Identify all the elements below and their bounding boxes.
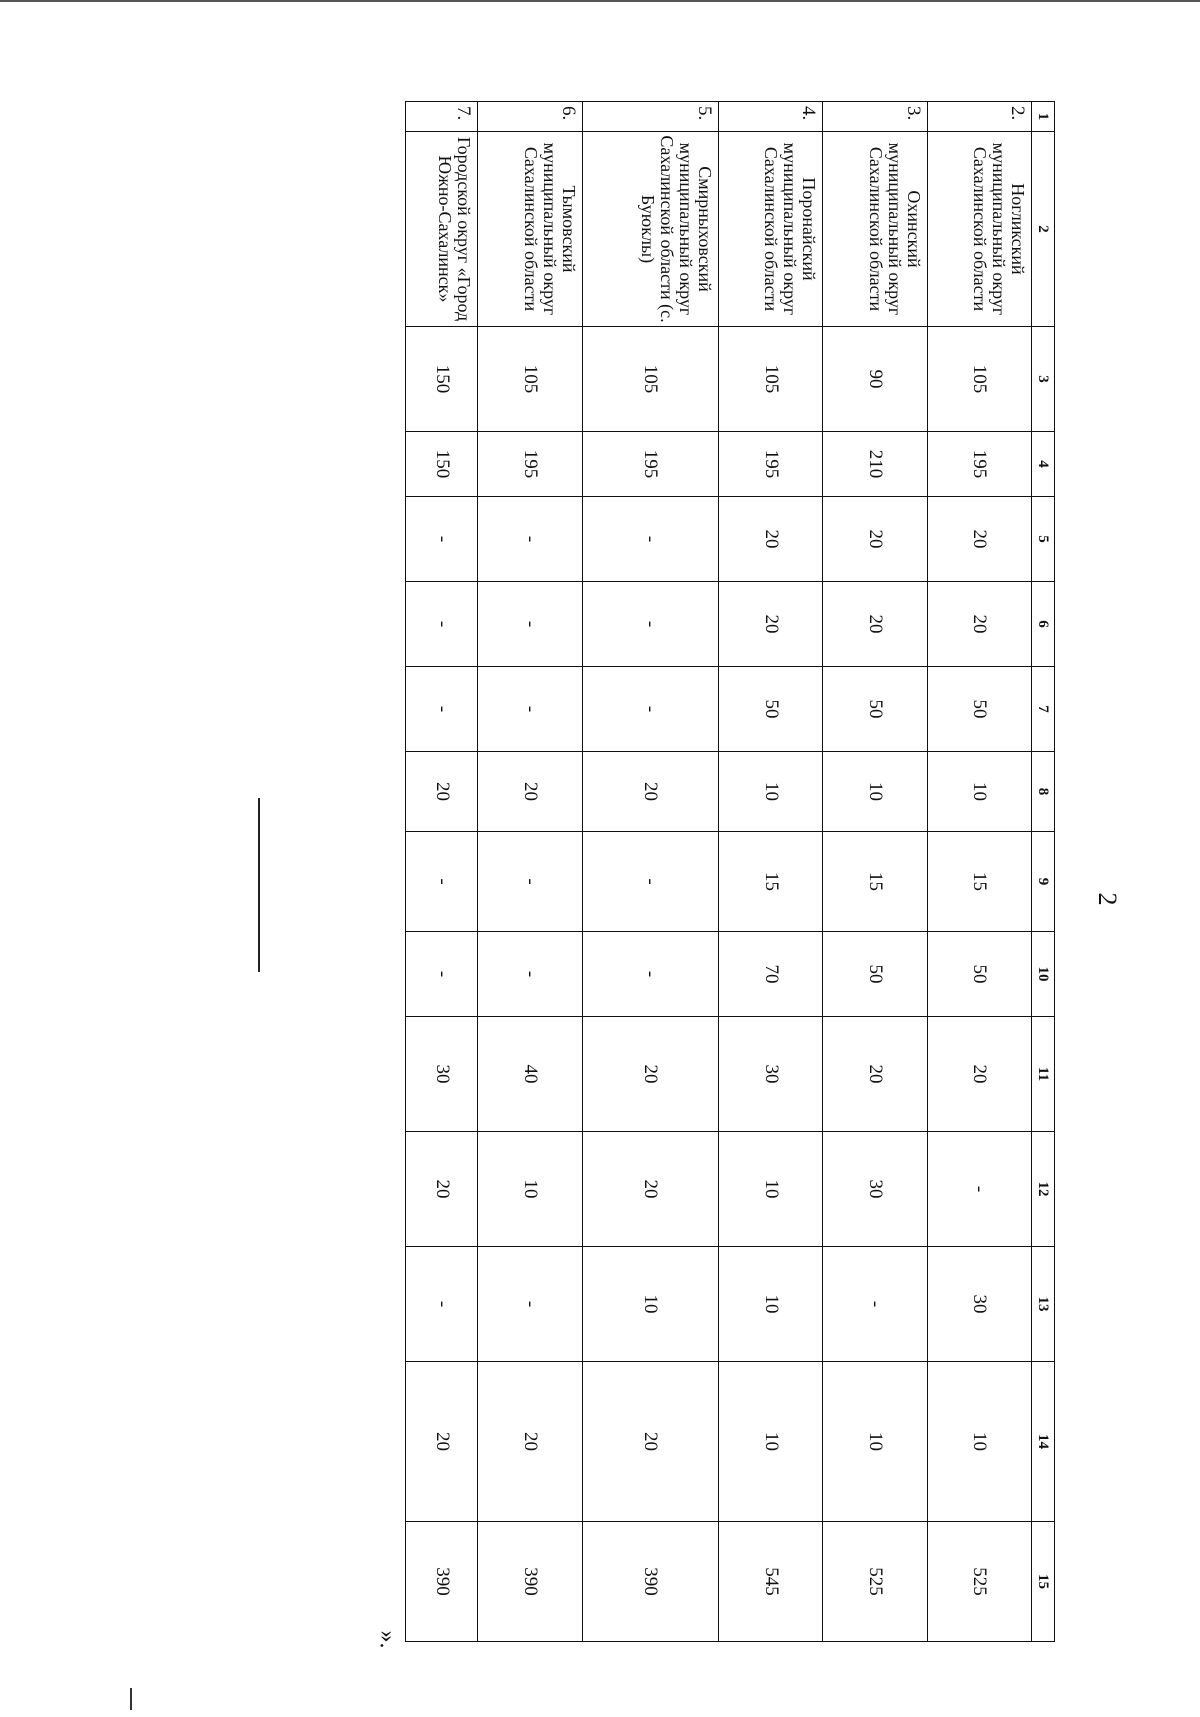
table-cell-col-5: 20 [719, 497, 823, 582]
table-cell-col-11: 20 [823, 1017, 927, 1132]
table-cell-col-6: 20 [927, 582, 1031, 667]
table-cell-col-7: - [478, 667, 582, 752]
table-cell-col-8: 10 [927, 752, 1031, 832]
table-row [478, 102, 582, 1642]
table-row [927, 102, 1031, 1642]
table-cell-col-12: 10 [719, 1132, 823, 1247]
table-cell-col-5: - [406, 497, 478, 582]
table-wrapper [405, 101, 1055, 1641]
table-cell-col-3: 105 [478, 327, 582, 432]
table-cell-col-10: - [582, 932, 718, 1017]
table-cell-col-7: - [582, 667, 718, 752]
municipality-name: Тымовский муниципальный округ Сахалинской области [478, 132, 582, 327]
table-cell-col-13: 10 [719, 1247, 823, 1362]
scan-mark [130, 1688, 132, 1710]
table-cell-col-11: 40 [478, 1017, 582, 1132]
table-cell-col-11: 30 [719, 1017, 823, 1132]
table-cell-col-14: 10 [823, 1362, 927, 1522]
column-header-11: 11 [1032, 1017, 1055, 1132]
table-cell-col-15: 525 [927, 1522, 1031, 1642]
table-cell-col-13: - [478, 1247, 582, 1362]
table-cell-col-12: - [927, 1132, 1031, 1247]
table-cell-col-7: 50 [719, 667, 823, 752]
table-cell-col-7: - [406, 667, 478, 752]
table-cell-col-6: - [406, 582, 478, 667]
table-cell-col-8: 20 [406, 752, 478, 832]
column-header-12: 12 [1032, 1132, 1055, 1247]
row-number: 3. [823, 102, 927, 132]
table-cell-col-8: 10 [719, 752, 823, 832]
column-header-4: 4 [1032, 432, 1055, 497]
column-header-13: 13 [1032, 1247, 1055, 1362]
table-cell-col-14: 20 [406, 1362, 478, 1522]
table-cell-col-6: - [478, 582, 582, 667]
table-cell-col-11: 20 [927, 1017, 1031, 1132]
table-cell-col-6: 20 [719, 582, 823, 667]
table-cell-col-5: 20 [927, 497, 1031, 582]
table-cell-col-4: 195 [719, 432, 823, 497]
table-cell-col-11: 20 [582, 1017, 718, 1132]
table-cell-col-9: 15 [719, 832, 823, 932]
table-cell-col-14: 10 [927, 1362, 1031, 1522]
table-cell-col-10: 70 [719, 932, 823, 1017]
table-cell-col-9: - [478, 832, 582, 932]
table-cell-col-8: 10 [823, 752, 927, 832]
table-body [406, 102, 1032, 1642]
column-header-3: 3 [1032, 327, 1055, 432]
page-number: 2 [1093, 892, 1122, 906]
table-cell-col-3: 105 [582, 327, 718, 432]
table-cell-col-12: 20 [582, 1132, 718, 1247]
table-cell-col-8: 20 [478, 752, 582, 832]
municipality-name: Смирныховский муниципальный округ Сахалинской области (с. Буюклы) [582, 132, 718, 327]
table-cell-col-12: 20 [406, 1132, 478, 1247]
table-cell-col-6: - [582, 582, 718, 667]
table-cell-col-6: 20 [823, 582, 927, 667]
table-cell-col-9: 15 [823, 832, 927, 932]
table-cell-col-14: 20 [582, 1362, 718, 1522]
column-header-8: 8 [1032, 752, 1055, 832]
table-cell-col-10: 50 [927, 932, 1031, 1017]
table-cell-col-4: 150 [406, 432, 478, 497]
column-header-5: 5 [1032, 497, 1055, 582]
closing-quote: ». [374, 1630, 401, 1649]
column-header-7: 7 [1032, 667, 1055, 752]
table-cell-col-13: 10 [582, 1247, 718, 1362]
municipality-name: Поронайский муниципальный округ Сахалинской области [719, 132, 823, 327]
table-cell-col-11: 30 [406, 1017, 478, 1132]
column-header-10: 10 [1032, 932, 1055, 1017]
table-cell-col-15: 545 [719, 1522, 823, 1642]
row-number: 7. [406, 102, 478, 132]
row-number: 4. [719, 102, 823, 132]
table-row [719, 102, 823, 1642]
row-number: 5. [582, 102, 718, 132]
municipality-name: Охинский муниципальный округ Сахалинской области [823, 132, 927, 327]
margin-line [258, 798, 260, 972]
column-header-15: 15 [1032, 1522, 1055, 1642]
table-cell-col-5: - [478, 497, 582, 582]
table-row [823, 102, 927, 1642]
table-cell-col-14: 20 [478, 1362, 582, 1522]
table-cell-col-5: 20 [823, 497, 927, 582]
top-border-line [0, 0, 1200, 2]
table-cell-col-3: 90 [823, 327, 927, 432]
municipality-name: Ногликский муниципальный округ Сахалинской области [927, 132, 1031, 327]
municipality-name: Городской округ «Город Южно-Сахалинск» [406, 132, 478, 327]
table-cell-col-13: - [406, 1247, 478, 1362]
row-number: 6. [478, 102, 582, 132]
table-cell-col-10: - [478, 932, 582, 1017]
table-cell-col-7: 50 [823, 667, 927, 752]
table-cell-col-15: 390 [478, 1522, 582, 1642]
column-header-1: 1 [1032, 102, 1055, 132]
table-cell-col-3: 150 [406, 327, 478, 432]
table-cell-col-13: 30 [927, 1247, 1031, 1362]
table-cell-col-7: 50 [927, 667, 1031, 752]
table-cell-col-15: 390 [582, 1522, 718, 1642]
table-cell-col-5: - [582, 497, 718, 582]
table-cell-col-9: - [406, 832, 478, 932]
table-cell-col-4: 195 [582, 432, 718, 497]
table-row [582, 102, 718, 1642]
table-cell-col-12: 30 [823, 1132, 927, 1247]
column-header-6: 6 [1032, 582, 1055, 667]
table-cell-col-4: 195 [927, 432, 1031, 497]
table-cell-col-9: 15 [927, 832, 1031, 932]
table-cell-col-3: 105 [719, 327, 823, 432]
table-cell-col-12: 10 [478, 1132, 582, 1247]
table-header-row [1032, 102, 1055, 1642]
table-cell-col-8: 20 [582, 752, 718, 832]
table-cell-col-15: 525 [823, 1522, 927, 1642]
column-header-2: 2 [1032, 132, 1055, 327]
table-cell-col-4: 195 [478, 432, 582, 497]
table-cell-col-13: - [823, 1247, 927, 1362]
table-cell-col-14: 10 [719, 1362, 823, 1522]
row-number: 2. [927, 102, 1031, 132]
table-row [406, 102, 478, 1642]
column-header-14: 14 [1032, 1362, 1055, 1522]
data-table [405, 101, 1055, 1642]
table-cell-col-10: - [406, 932, 478, 1017]
table-cell-col-15: 390 [406, 1522, 478, 1642]
table-cell-col-3: 105 [927, 327, 1031, 432]
table-cell-col-4: 210 [823, 432, 927, 497]
table-cell-col-9: - [582, 832, 718, 932]
column-header-9: 9 [1032, 832, 1055, 932]
table-cell-col-10: 50 [823, 932, 927, 1017]
